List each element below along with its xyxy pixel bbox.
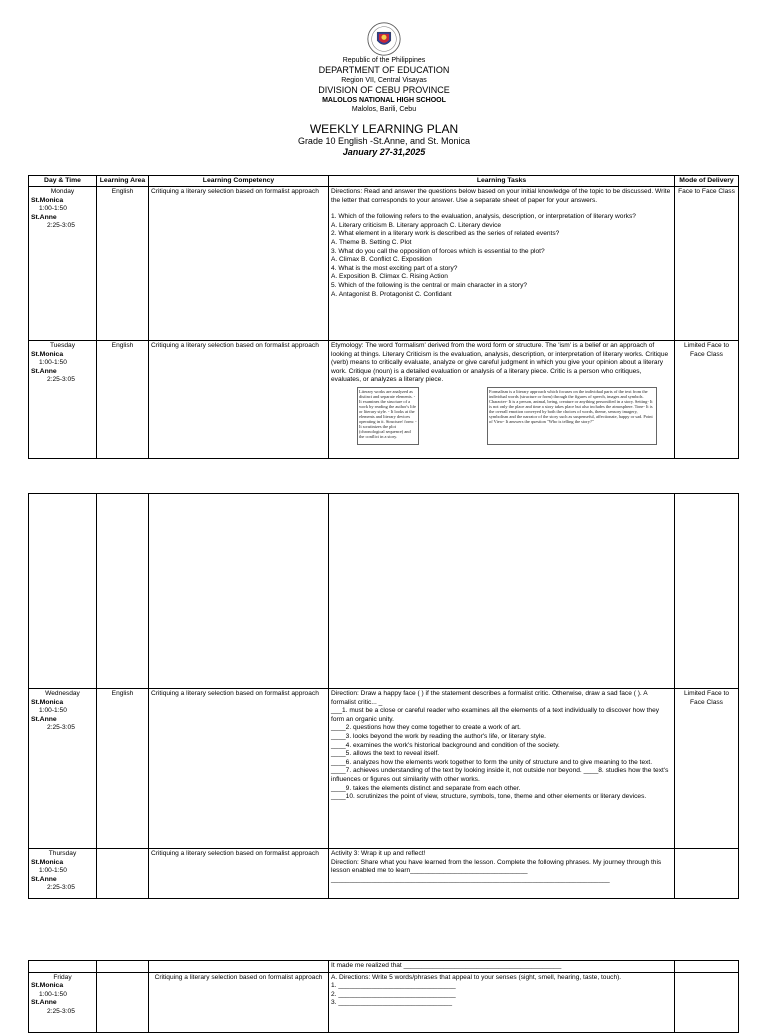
figure-left-box: Literary works are analyzed as distinct and separate elements. - It examines the structure of a work by reading the author's life or literary style. - It looks at the elements and literary devices operating in it. Structure/ form: - It scrutinizes the plot (chronological sequence) and the conflict in a story. bbox=[357, 387, 419, 445]
day-cell: Tuesday St.Monica 1:00-1:50 St.Anne 2:25-3:05 bbox=[29, 341, 97, 459]
col-mode: Mode of Delivery bbox=[675, 176, 739, 187]
plan-date: January 27-31,2025 bbox=[342, 147, 426, 157]
deped-seal-icon bbox=[367, 22, 401, 56]
tasks-carry-cell: It made me realized that ___________________________________________ bbox=[329, 961, 675, 973]
table-row-wednesday bbox=[29, 689, 739, 849]
competency-cell: Critiquing a literary selection based on formalist approach bbox=[149, 849, 329, 899]
formalism-figure bbox=[331, 387, 651, 445]
competency-cell: Critiquing a literary selection based on formalist approach bbox=[149, 689, 329, 849]
table-header-row bbox=[29, 176, 739, 187]
table-row-friday bbox=[29, 972, 739, 1032]
day-cell: Wednesday St.Monica 1:00-1:50 St.Anne 2:25-3:05 bbox=[29, 689, 97, 849]
school-address: Malolos, Barili, Cebu bbox=[351, 106, 417, 113]
plan-table-page2 bbox=[28, 493, 739, 899]
mode-cell: Face to Face Class bbox=[675, 187, 739, 341]
competency-cell: Critiquing a literary selection based on formalist approach bbox=[149, 187, 329, 341]
col-day: Day & Time bbox=[29, 176, 97, 187]
plan-table-page3 bbox=[28, 960, 739, 1033]
mode-cell bbox=[675, 849, 739, 899]
tasks-cell: Etymology: The word 'formalism' derived from the word form or structure. The 'ism' is a belief or an approach of looking at things. Literary Criticism is the evaluation, analysis, description, or interpretation of literary works. Critique (verb) means to critically evaluate, analyze or give careful judgment in which you give your opinion about a literary work. Critique (noun) is a detailed evaluation or analysis of a literary piece. Critic is a person who critiques, evaluates, or analyzes a literary piece. Literary works are analyzed as distinct and separate elements. - It examines the structure of a work by reading the author's life or literary style. - It looks at the elements and literary devices operating in it. Structure/ form: - It scrutinizes the plot (chronological sequence) and the conflict in a story. Formalism is a literary approach which focuses on the individual parts of the text from the individual words (structure or form) through the figures of speech, images and symbols. Character- It is a person, animal, being, creature or anything personified in a story. Setting- It is not only the place and time a story takes place but also includes the atmosphere. Tone- It is the overall emotion conveyed by both the choices of words, theme, sensory imagery, symbolism and the narrator of the story such as suspenseful, affectionate, happy or sad. Point of View- It answers the question "Who is telling the story?" bbox=[329, 341, 675, 459]
tasks-cell: A. Directions: Write 5 words/phrases that appeal to your senses (sight, smell, hearing, taste, touch). 1. ________________________________ 2. ________________________________ 3. _______________________________ bbox=[329, 972, 675, 1032]
division-line: DIVISION OF CEBU PROVINCE bbox=[318, 85, 450, 95]
area-cell: English bbox=[97, 187, 149, 341]
figure-right-box: Formalism is a literary approach which focuses on the individual parts of the text from the individual words (structure or form) through the figures of speech, images and symbols. Character- It is a person, animal, being, creature or anything personified in a story. Setting- It is not only the place and time a story takes place but also includes the atmosphere. Tone- It is the overall emotion conveyed by both the choices of words, theme, sensory imagery, symbolism and the narrator of the story such as suspenseful, affectionate, happy or sad. Point of View- It answers the question "Who is telling the story?" bbox=[487, 387, 657, 445]
tasks-cell: Directions: Read and answer the questions below based on your initial knowledge of the topic to be discussed. Write the letter that corresponds to your answer. Use a separate sheet of paper for your answers. 1. Which of the following refers to the evaluation, analysis, description, or interpretation of literary works? A. Literary criticism B. Literary approach C. Literary device 2. What element in a literary work is described as the series of related events? A. Theme B. Setting C. Plot 3. What do you call the opposition of forces which is essential to the plot? A. Climax B. Conflict C. Exposition 4. What is the most exciting part of a story? A. Exposition B. Climax C. Rising Action 5. Which of the following is the central or main character in a story? A. Antagonist B. Protagonist C. Confidant bbox=[329, 187, 675, 341]
republic-line: Republic of the Philippines bbox=[342, 57, 426, 64]
table-row-continuation bbox=[29, 494, 739, 689]
area-cell bbox=[97, 849, 149, 899]
col-competency: Learning Competency bbox=[149, 176, 329, 187]
mode-cell bbox=[675, 972, 739, 1032]
mode-cell: Limited Face to Face Class bbox=[675, 341, 739, 459]
school-name: MALOLOS NATIONAL HIGH SCHOOL bbox=[322, 97, 446, 104]
plan-title: WEEKLY LEARNING PLAN bbox=[309, 122, 459, 136]
area-cell: English bbox=[97, 689, 149, 849]
day-cell: Friday St.Monica 1:00-1:50 St.Anne 2:25-3:05 bbox=[29, 972, 97, 1032]
tasks-cell: Activity 3: Wrap it up and reflect! Direction: Share what you have learned from the lesson. Complete the following phrases. My journey through this lesson enabled me to learn________________________________ ____________________________________________________________________________ bbox=[329, 849, 675, 899]
table-row-carry bbox=[29, 961, 739, 973]
region-line: Region VII, Central Visayas bbox=[341, 77, 427, 84]
document-header bbox=[0, 22, 768, 158]
area-cell: English bbox=[97, 341, 149, 459]
col-area: Learning Area bbox=[97, 176, 149, 187]
department-line: DEPARTMENT OF EDUCATION bbox=[318, 65, 450, 75]
day-cell: Thursday St.Monica 1:00-1:50 St.Anne 2:25-3:05 bbox=[29, 849, 97, 899]
table-row-tuesday bbox=[29, 341, 739, 459]
col-tasks: Learning Tasks bbox=[329, 176, 675, 187]
plan-subtitle: Grade 10 English -St.Anne, and St. Monica bbox=[297, 136, 471, 146]
mode-cell: Limited Face to Face Class bbox=[675, 689, 739, 849]
table-row-monday bbox=[29, 187, 739, 341]
tasks-cell: Direction: Draw a happy face ( ) if the statement describes a formalist critic. Otherwise, draw a sad face ( ). A formalist critic... _ ___1. must be a close or careful reader who examines all the elements of a text individually to discover how they form an organic unity. ____2. questions how they come together to create a work of art. ____3. looks beyond the work by reading the author's life, or literary style. ____4. examines the work's historical background and condition of the society. ____5. allows the text to reveal itself. ____6. analyzes how the elements work together to form the unity of structure and to give meaning to the text. ____7. achieves understanding of the text by looking inside it, not outside nor beyond. ____8. studies how the text's influences or figures out similarity with other works. ____9. takes the elements distinct and separate from each other. ____10. scrutinizes the point of view, structure, symbols, tone, theme and other elements or literary devices. bbox=[329, 689, 675, 849]
area-cell bbox=[97, 972, 149, 1032]
plan-table-page1 bbox=[28, 175, 739, 459]
competency-cell: Critiquing a literary selection based on formalist approach bbox=[149, 972, 329, 1032]
day-cell: Monday St.Monica 1:00-1:50 St.Anne 2:25-3:05 bbox=[29, 187, 97, 341]
table-row-thursday bbox=[29, 849, 739, 899]
competency-cell: Critiquing a literary selection based on formalist approach bbox=[149, 341, 329, 459]
